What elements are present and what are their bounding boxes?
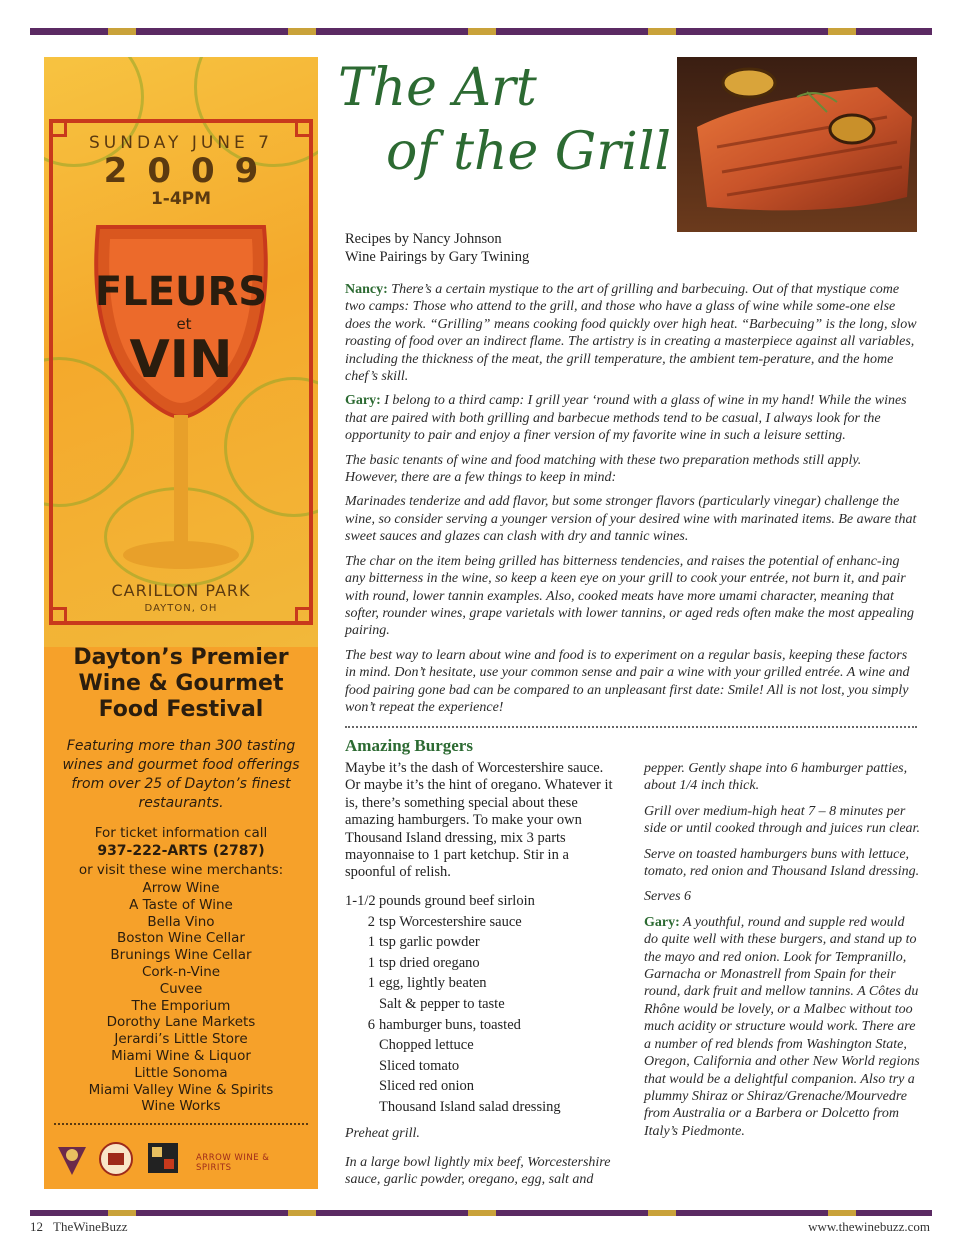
logo-fleurs: FLEURS xyxy=(94,269,268,315)
recipe-step-grill: Grill over medium-high heat 7 – 8 minutes per side or until cooked through and juices run clear. xyxy=(644,803,920,837)
byline-recipes: Recipes by Nancy Johnson xyxy=(345,231,502,247)
footer-left xyxy=(30,1219,128,1235)
ingredient-item: 1-1/2 pounds ground beef sirloin xyxy=(345,893,535,909)
merchant-item: Little Sonoma xyxy=(134,1064,228,1081)
ad-feature-text: Featuring more than 300 tasting wines and gourmet food offerings from over 25 of Dayton’s finest restaurants. xyxy=(62,738,300,811)
sponsor-logo-3-icon xyxy=(146,1141,180,1177)
publication-name: TheWineBuzz xyxy=(53,1219,128,1234)
sponsor-logo-1-icon xyxy=(54,1141,90,1177)
logo-vin: VIN xyxy=(129,330,233,390)
ad-headline: Dayton’s Premier Wine & Gourmet Food Festival xyxy=(73,645,289,722)
article-intro xyxy=(345,281,917,723)
sponsor-logo-2-icon xyxy=(98,1141,134,1177)
ad-phone-number[interactable]: 937-222-ARTS (2787) xyxy=(97,843,265,859)
intro-paragraph: The best way to learn about wine and food is to experiment on a regular basis, keeping these factors in mind. Don’t hesitate, use your common sense and pair a wine with your grilled entrée. A wine and food pairing gone bad can be compared to an unpleasant first date: Smile! All is not lost, you simply won’t repeat the experience! xyxy=(345,647,910,715)
ingredient-item: Sliced tomato xyxy=(379,1057,460,1074)
merchant-item: Cuvee xyxy=(159,980,203,997)
event-year: 2009 xyxy=(103,151,279,191)
ingredient-item: 1 egg, lightly beaten xyxy=(367,975,487,992)
sponsor-logos xyxy=(54,1137,308,1181)
recipe-step-serve: Serve on toasted hamburgers buns with lettuce, tomato, red onion and Thousand Island dressing. xyxy=(644,846,920,880)
recipe-step-preheat: Preheat grill. xyxy=(345,1126,420,1141)
merchant-item: Dorothy Lane Markets xyxy=(106,1014,256,1031)
ad-divider xyxy=(54,1123,308,1125)
article-byline xyxy=(345,230,529,266)
merchant-item: Cork-n-Vine xyxy=(141,963,221,980)
ad-visit-text: or visit these wine merchants: xyxy=(78,862,284,878)
page-number: 12 xyxy=(30,1219,43,1234)
merchant-item: Bella Vino xyxy=(147,913,215,930)
ingredient-item: Salt & pepper to taste xyxy=(379,995,505,1012)
merchant-item: Wine Works xyxy=(141,1098,221,1115)
merchant-item: Miami Valley Wine & Spirits xyxy=(88,1081,274,1098)
ingredient-item: 6 hamburger buns, toasted xyxy=(367,1016,521,1033)
intro-paragraph: Marinades tenderize and add flavor, but some stronger flavors (particularly vinegar) challenge the wine, so consider serving a younger version of your desired wine with marinated items. Be aware that sweet sauces and glazes can clash with dry and tannic wines. xyxy=(345,494,917,545)
intro-paragraph: The char on the item being grilled has bitterness tendencies, and raises the potential of enhanc-ing any bitterness in the wine, so keep a keen eye on your grill to cook your entrée, not burn it, and pair with round, lower tannin examples. Also, cooked meats have more umami character, meaning that softer, rounder wines, grape varietals with lower tannins, or aged reds often make the most appealing pairing. xyxy=(345,553,915,639)
park-city: DAYTON, OH xyxy=(144,603,218,614)
ingredient-item: 2 tsp Worcestershire sauce xyxy=(367,913,522,930)
merchant-item: Boston Wine Cellar xyxy=(117,930,245,947)
ingredient-item: Thousand Island salad dressing xyxy=(379,1098,561,1115)
festival-advertisement[interactable] xyxy=(44,57,318,1189)
wine-pairing: Gary: A youthful, round and supple red would do quite well with these burgers, and stand up to the mayo and red onion. Look for Tempranillo, Garnacha or Monastrell from Spain for their round, dark fruit and mellow tannins. A Côtes du Rhône would be lovely, or a Malbec without too much acidity or structure would work. There are a number of red blends from Washington State, Oregon, California and other New World regions that would be a delightful companion. Also try a plummy Shiraz or Shiraz/Grenache/Mourvedre from Australia or a Barbera or Dolcetto from Italy’s Piedmonte. xyxy=(644,914,920,1139)
merchant-item: The Emporium xyxy=(131,997,231,1014)
recipe-step-shape: pepper. Gently shape into 6 hamburger patties, about 1/4 inch thick. xyxy=(644,761,908,794)
event-time: 1-4PM xyxy=(150,189,212,209)
merchant-item: A Taste of Wine xyxy=(129,896,233,913)
section-divider xyxy=(345,726,917,728)
ingredient-item: Chopped lettuce xyxy=(379,1037,474,1054)
merchant-item: Jerardi’s Little Store xyxy=(114,1031,248,1048)
event-date: SUNDAY JUNE 7 xyxy=(89,133,273,153)
byline-wine: Wine Pairings by Gary Twining xyxy=(345,249,530,265)
ingredient-item: 1 tsp dried oregano xyxy=(367,954,480,971)
logo-et: et xyxy=(176,315,192,333)
recipe-serves: Serves 6 xyxy=(644,889,692,905)
ingredient-item: 1 tsp garlic powder xyxy=(367,934,480,951)
merchant-item: Miami Wine & Liquor xyxy=(111,1047,251,1064)
bottom-decorative-bar xyxy=(30,1210,932,1216)
festival-poster xyxy=(44,57,318,647)
ad-ticket-info: For ticket information call xyxy=(94,825,268,841)
intro-paragraph: Nancy: There’s a certain mystique to the art of grilling and barbecuing. Out of that mystique come two camps: Those who attend to the grill, and those who have a glass of wine while some-one else does the work. “Grilling” means cooking food quickly over high heat. “Barbecuing” is the long, slow roasting of food over an indirect flame. The artistry is in creating a masterpiece against all variables, including the thickness of the meat, the grill temperature, the ambient tem-perature, and the home chef’s skill. xyxy=(345,282,917,385)
park-name: CARILLON PARK xyxy=(111,581,251,600)
recipe-intro: Maybe it’s the dash of Worcestershire sauce. Or maybe it’s the hint of oregano. Whatever it is, there’s something special about these amazing hamburgers. To make your own Thousand Island dressing, mix 3 parts mayonnaise to 1 part ketchup. Stir in a spoonful of relish. xyxy=(345,760,613,881)
merchant-item: Arrow Wine xyxy=(142,880,220,896)
recipe-title: Amazing Burgers xyxy=(345,736,473,755)
top-decorative-bar xyxy=(30,28,932,35)
recipe-step-mix: In a large bowl lightly mix beef, Worcestershire sauce, garlic powder, oregano, egg, salt and xyxy=(345,1155,611,1188)
wine-glass-logo xyxy=(88,217,274,577)
arrow-wine-logo: ARROW WINE & SPIRITS xyxy=(196,1153,270,1173)
grilled-salmon-photo xyxy=(677,57,917,232)
recipe-column-2 xyxy=(644,760,920,1148)
ingredient-item: Sliced red onion xyxy=(379,1078,475,1095)
website-link[interactable]: www.thewinebuzz.com xyxy=(808,1219,930,1234)
merchant-list xyxy=(44,880,318,1115)
intro-paragraph: Gary: I belong to a third camp: I grill year ‘round with a glass of wine in my hand! While the wines that are paired with both grilling and barbecue methods tend to be casual, I always look for the opportunity to pair and enjoy a finer version of my favorite wine in such a leisure setting. xyxy=(345,393,907,444)
merchant-item: Brunings Wine Cellar xyxy=(110,947,252,964)
intro-paragraph: The basic tenants of wine and food matching with these two preparation methods still apply. However, there are a few things to keep in mind: xyxy=(345,452,862,486)
ingredient-list xyxy=(345,891,620,1118)
